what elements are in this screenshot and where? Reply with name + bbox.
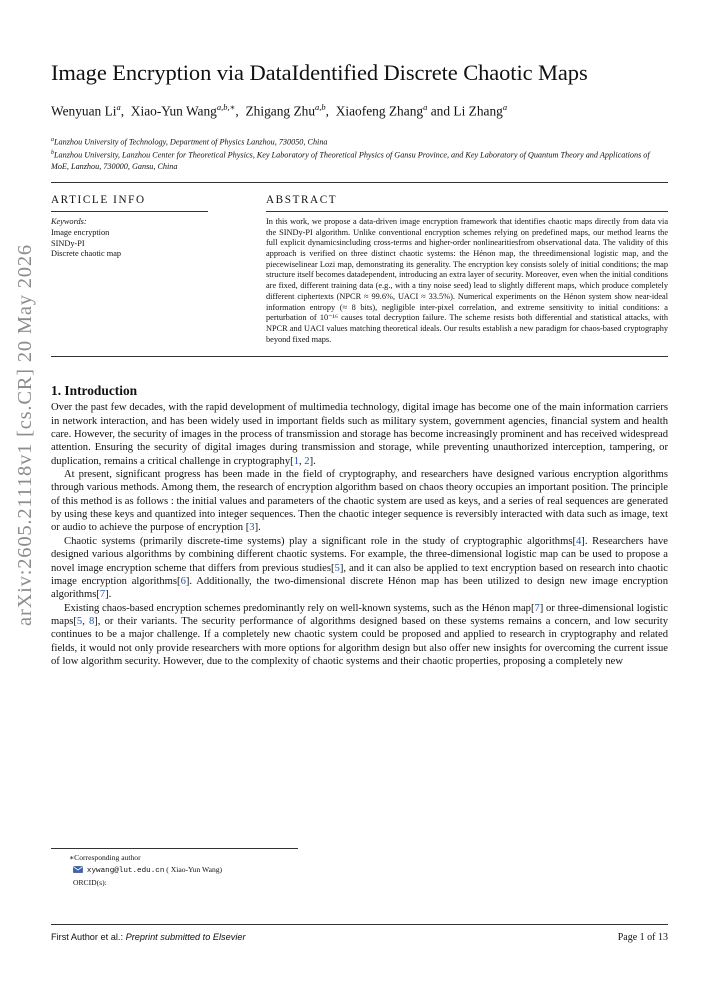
footer-preprint: Preprint submitted to Elsevier [125, 932, 246, 942]
affiliation-text: Lanzhou University of Technology, Department of Physics Lanzhou, 730050, China [54, 138, 328, 148]
author-separator: , [120, 103, 125, 119]
page-number: Page 1 of 13 [617, 932, 668, 943]
paper-page [51, 60, 668, 668]
email-link[interactable]: xywang@lut.edu.cn [86, 866, 165, 875]
author-affiliation-mark: a,b [315, 102, 326, 112]
section-number: 1. [51, 383, 62, 399]
introduction-section [51, 383, 668, 668]
body-paragraph [51, 535, 668, 602]
paragraph-text: Chaotic systems (primarily discrete-time systems) play a significant role in the study of cryptographic algorithms[ [64, 535, 576, 547]
email-owner: ( Xiao-Yun Wang) [166, 864, 223, 874]
footer-author: First Author et al.: [51, 932, 123, 942]
author-list [51, 98, 668, 120]
author-name: Zhigang Zhu [245, 103, 316, 119]
orcid-label: ORCID(s): [73, 878, 107, 887]
author-name: Xiaofeng Zhang [335, 103, 424, 119]
citation-link[interactable]: 5 [76, 615, 83, 627]
keywords-block [51, 217, 208, 260]
affiliation-mark: b [51, 150, 54, 157]
paragraph-text: ]. [254, 522, 261, 534]
paragraph-text: Existing chaos-based encryption schemes predominantly rely on well-known systems, such as the Hénon map[ [64, 602, 535, 614]
affiliations [51, 135, 668, 171]
author-name: Wenyuan Li [51, 103, 117, 119]
envelope-icon [73, 866, 83, 873]
paragraph-text: ]. Additionally, the two-dimensional discrete Hénon map has been utilized to design new image encryption algorithms[ [51, 575, 668, 601]
abstract-heading: ABSTRACT [266, 193, 668, 212]
email-line [51, 864, 298, 878]
author-affiliation-mark: a [423, 102, 428, 112]
citation-link[interactable]: 6 [180, 575, 186, 587]
article-info [51, 193, 208, 345]
paper-title: Image Encryption via DataIdentified Discrete Chaotic Maps [51, 60, 588, 85]
author-name: Xiao-Yun Wang [130, 103, 217, 119]
citation-link[interactable]: 5 [334, 562, 340, 574]
citation-link[interactable]: 8 [88, 615, 95, 627]
affiliation-mark: a [51, 137, 54, 144]
affiliation [51, 148, 668, 172]
footnote [51, 848, 298, 889]
paragraph-text: ]. [105, 589, 112, 601]
body-paragraphs [51, 401, 668, 668]
author-affiliation-mark: a,b,∗ [216, 102, 236, 112]
affiliation [51, 135, 668, 148]
author-separator: , [235, 103, 239, 119]
abstract-section [266, 193, 668, 345]
author-and: and [430, 103, 451, 119]
paragraph-text: ], and it can also be applied to text encryption based on research into chaotic image encryption algorithms[ [51, 562, 668, 587]
keywords-label: Keywords: [51, 216, 87, 226]
citation-link[interactable]: 2 [304, 455, 310, 467]
keyword: SINDy-PI [51, 238, 85, 248]
author-separator: , [325, 103, 329, 119]
divider-bottom [51, 356, 668, 357]
author-affiliation-mark: a [116, 102, 121, 112]
paragraph-text: ]. [309, 455, 316, 467]
paragraph-text: , [82, 615, 89, 627]
paragraph-text: Over the past few decades, with the rapid development of multimedia technology, digital image has become one of the main information carriers in network interaction, and has been widely used in important fields such as military system, government agencies, financial system and health care. However, the security of images in the process of transmission and storage has become increasingly prominent and has received widespread attention. Ensuring the security of digital images during transmission and storage, while preventing unauthorized interception, tampering, or duplication, remains a critical challenge in cryptography[ [51, 402, 668, 467]
footer-left [51, 932, 246, 943]
arxiv-stamp-text[interactable]: arXiv:2605.21118v1 [cs.CR] 20 May 2026 [14, 244, 36, 626]
paragraph-text: ]. Researchers have designed various algorithms by combining different chaotic systems. For example, the three-dimensional logistic map can be used to propose a novel image encryption scheme that differs from previous studies[ [51, 535, 668, 574]
keywords-list [51, 228, 208, 260]
body-paragraph [51, 468, 668, 535]
divider-top [51, 182, 668, 183]
paragraph-text: , [298, 455, 305, 467]
article-info-heading: ARTICLE INFO [51, 193, 208, 212]
article-header [51, 193, 668, 345]
corresponding-author: ∗Corresponding author [69, 853, 141, 862]
paragraph-text: ] or three-dimensional logistic maps[ [51, 602, 668, 627]
keyword: Image encryption [51, 227, 110, 237]
author-affiliation-mark: a [502, 102, 508, 112]
keyword: Discrete chaotic map [51, 249, 122, 259]
citation-link[interactable]: 7 [99, 589, 106, 601]
body-paragraph [51, 401, 668, 468]
author-name: Li Zhang [453, 103, 503, 119]
citation-link[interactable]: 3 [249, 522, 255, 534]
section-title: Introduction [64, 383, 138, 399]
section-heading [51, 383, 668, 399]
citation-link[interactable]: 7 [534, 602, 540, 614]
arxiv-stamp [6, 170, 44, 700]
body-paragraph [51, 602, 668, 669]
paragraph-text: At present, significant progress has been made in the field of cryptography, and researchers have designed various encryption algorithms through various methods. Among them, the research of encryption algorithm based on chaos theory occupies an important position. The principle of this method is as follows : the initial values and parameters of the chaotic system are used as keys, and a series of real sequences are generated by using these keys and quantized into integer sequences. Then the chaotic integer sequence is reversibly interacted with data such as image, text or audio to achieve the purpose of encryption [ [51, 469, 668, 534]
citation-link[interactable]: 4 [576, 535, 582, 547]
page-footer [51, 924, 668, 943]
citation-link[interactable]: 1 [293, 455, 299, 467]
paragraph-text: ], or their variants. The security performance of algorithms designed based on these systems remains a concern, and low security continues to be a major challenge. If a completely new chaotic system could be proposed and applied to research in cryptography and related fields, it would not only provide researchers with more options for algorithm design but also offer new insights for overcoming the current issue of low algorithm security. However, due to the complexity of chaotic systems and their chaotic properties, proposing a completely new [51, 615, 668, 667]
affiliation-text: Lanzhou University, Lanzhou Center for Theoretical Physics, Key Laboratory of Theoretical Physics of Gansu Province, and Key Laboratory of Quantum Theory and Applications of MoE, Lanzhou, 730000, Gansu, China [51, 150, 650, 171]
abstract-text: In this work, we propose a data-driven image encryption framework that identifies chaotic maps directly from data via the SINDy-PI algorithm. Unlike conventional encryption schemes relying on predefined maps, our method learns the full explicit dynamicsincluding cross-terms and higher-order nonlinearitiesfrom observational data. The validity of this approach is verified on three distinct chaotic systems: the Hénon map, the threedimensional logistic map, and the piecewiselinear Lozi map, demonstrating its generality. The encryption key consists solely of initial conditions; the map structure itself becomes datadependent, introducing an extra layer of security. Moreover, even when the initial conditions are fixed, different training data (e.g., with a tiny noise seed) lead to slightly different maps, which produce completely different ciphertexts (NPCR ≈ 99.6%, UACI ≈ 33.5%). Numerical experiments on the Hénon system show near-ideal information entropy (≈ 8 bits), negligible inter-pixel correlation, and extreme sensitivity to initial conditions: a perturbation of 10⁻¹⁶ causes total decryption failure. The scheme resists both differential and statistical attacks, with NPCR and UACI values matching theoretical ideals. Our results establish a new paradigm for chaos-based cryptography beyond fixed maps. [266, 216, 668, 344]
